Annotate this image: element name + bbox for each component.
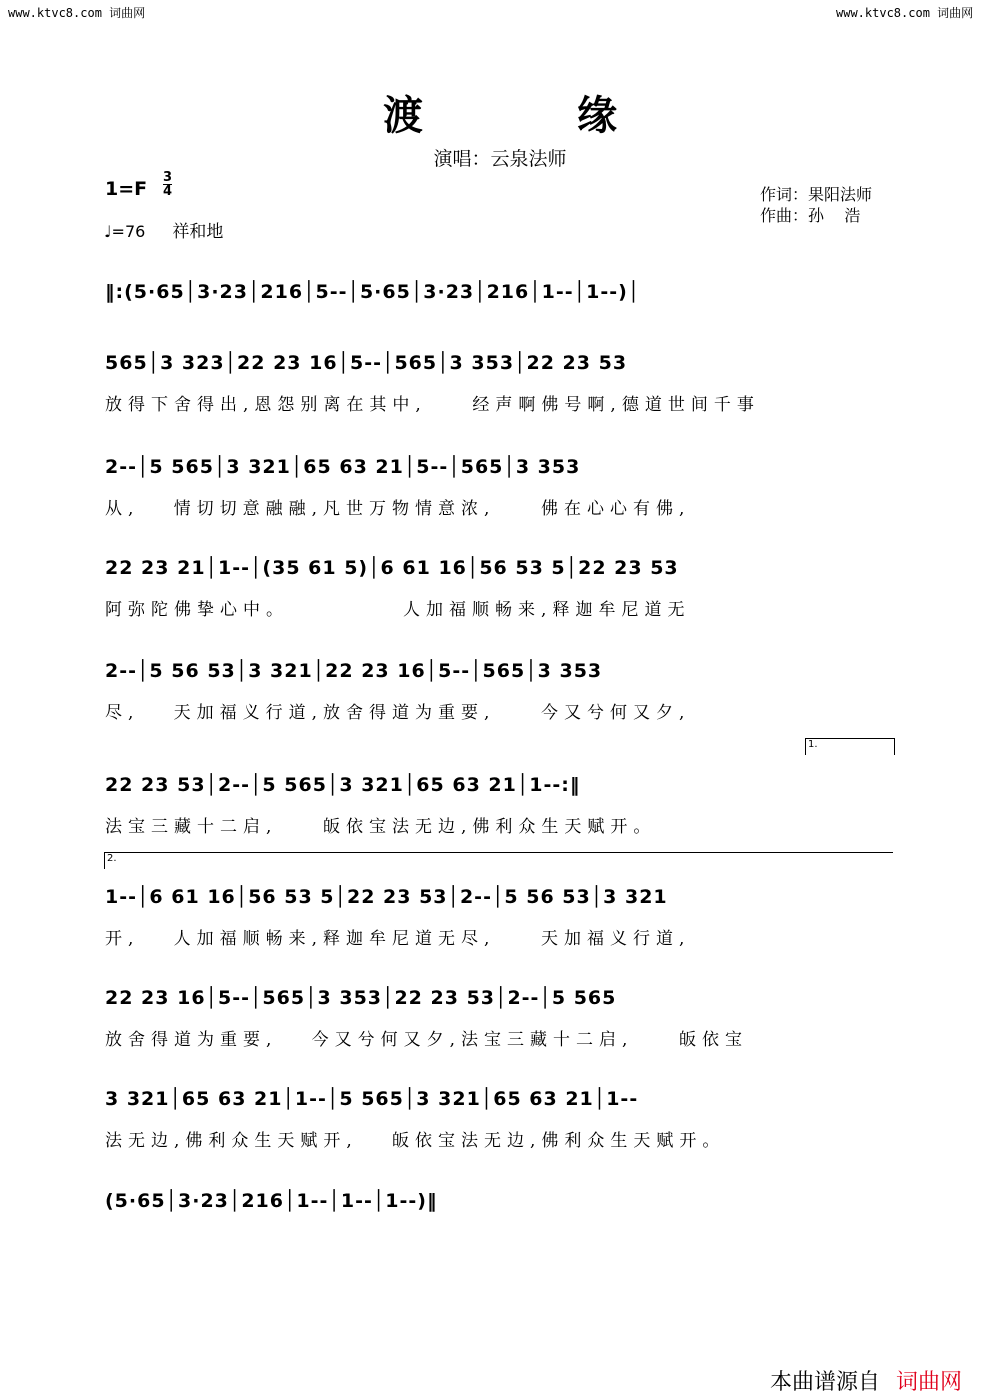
footer-source — [770, 1365, 962, 1396]
notation: 3 321│65 63 21│1--│5 565│3 321│65 63 21│1-- — [105, 1088, 639, 1110]
volta-label: 2. — [107, 853, 117, 864]
volta-second-ending — [104, 852, 893, 869]
notation: 22 23 16│5--│565│3 353│22 23 53│2--│5 565 — [105, 987, 617, 1009]
time-signature-bottom: 4 — [163, 184, 173, 199]
key-label: 1=F — [105, 178, 148, 200]
lyrics: 法宝三藏十二启, 皈依宝法无边,佛利众生天赋开。 — [105, 817, 657, 837]
notation: 565│3 323│22 23 16│5--│565│3 353│22 23 53 — [105, 352, 628, 374]
lyrics: 从, 情切切意融融,凡世万物情意浓, 佛在心心有佛, — [105, 499, 691, 519]
footer-text: 本曲谱源自 — [770, 1370, 881, 1395]
time-signature-top: 3 — [163, 170, 173, 185]
tempo-row — [104, 217, 223, 242]
watermark-left: www.ktvc8.com 词曲网 — [8, 6, 146, 20]
notation: ‖:(5·65│3·23│216│5--│5·65│3·23│216│1--│1--)│ — [105, 281, 641, 303]
notation: 2--│5 56 53│3 321│22 23 16│5--│565│3 353 — [105, 660, 603, 682]
notation: 22 23 21│1--│(35 61 5)│6 61 16│56 53 5│22 23 53 — [105, 557, 679, 579]
volta-first-ending — [805, 738, 895, 755]
lyrics: 放舍得道为重要, 今又兮何又夕,法宝三藏十二启, 皈依宝 — [105, 1030, 749, 1050]
watermark-right: www.ktvc8.com 词曲网 — [836, 6, 974, 20]
expression-marking: 祥和地 — [172, 222, 224, 242]
notation: 1--│6 61 16│56 53 5│22 23 53│2--│5 56 53│3 321 — [105, 886, 668, 908]
lyrics: 放得下舍得出,恩怨别离在其中, 经声啊佛号啊,德道世间千事 — [105, 395, 760, 415]
singer: 演唱：云泉法师 — [433, 148, 567, 170]
footer-brand[interactable]: 词曲网 — [896, 1370, 963, 1395]
key-signature — [105, 170, 173, 200]
lyrics: 开, 人加福顺畅来,释迦牟尼道无尽, 天加福义行道, — [105, 929, 691, 949]
notation: 22 23 53│2--│5 565│3 321│65 63 21│1--:‖ — [105, 774, 581, 796]
lyrics: 阿弥陀佛挚心中。 人加福顺畅来,释迦牟尼道无 — [105, 600, 691, 620]
notation: (5·65│3·23│216│1--│1--│1--)‖ — [105, 1190, 438, 1212]
tempo-marking: ♩=76 — [104, 222, 146, 241]
notation: 2--│5 565│3 321│65 63 21│5--│565│3 353 — [105, 456, 581, 478]
lyrics: 法无边,佛利众生天赋开, 皈依宝法无边,佛利众生天赋开。 — [105, 1131, 726, 1151]
time-signature — [163, 171, 172, 198]
lyricist: 作词：果阳法师 — [760, 185, 873, 204]
volta-label: 1. — [808, 739, 818, 750]
song-title: 渡 缘 — [383, 92, 687, 139]
composer: 作曲：孙 浩 — [760, 206, 861, 225]
lyrics: 尽, 天加福义行道,放舍得道为重要, 今又兮何又夕, — [105, 703, 691, 723]
